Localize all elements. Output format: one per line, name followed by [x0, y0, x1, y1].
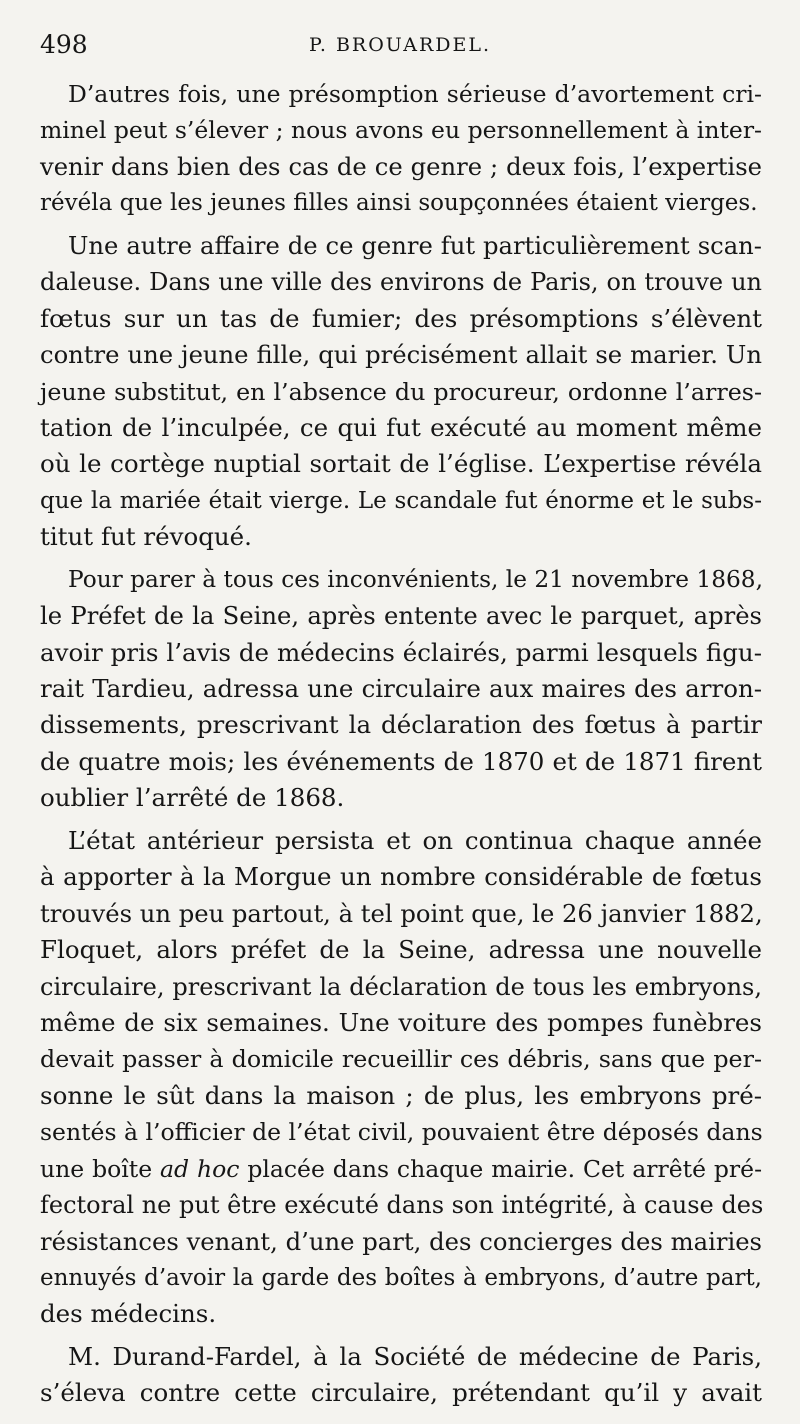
- text-line: résistances venant, d’une part, des concierges des mairies: [40, 1226, 762, 1256]
- running-title: P. BROUARDEL.: [308, 34, 492, 56]
- text-line: avoir pris l’avis de médecins éclairés, parmi lesquels figu-: [40, 637, 762, 667]
- paragraph: [40, 76, 762, 222]
- text-line: minel peut s’élever ; nous avons eu personnellement à inter-: [40, 116, 762, 145]
- paragraph: [40, 1339, 762, 1412]
- text-line: circulaire, prescrivant la déclaration de tous les embryons,: [40, 972, 762, 1001]
- text-line: fœtus sur un tas de fumier; des présomptions s’élèvent: [40, 303, 762, 333]
- italic-latin-phrase: ad hoc: [160, 1154, 240, 1183]
- text-line: oublier l’arrêté de 1868.: [40, 783, 345, 813]
- body-text: [40, 76, 762, 1412]
- text-line: tation de l’inculpée, ce qui fut exécuté au moment même: [40, 412, 762, 442]
- text-line: Floquet, alors préfet de la Seine, adressa une nouvelle: [40, 935, 762, 965]
- text-line: rait Tardieu, adressa une circulaire aux maires des arron-: [40, 674, 762, 703]
- page-header: [40, 30, 760, 70]
- text-line: sonne le sût dans la maison ; de plus, les embryons pré-: [40, 1080, 762, 1110]
- text-line: fectoral ne put être exécuté dans son intégrité, à cause des: [40, 1191, 764, 1220]
- text-line: sentés à l’officier de l’état civil, pouvaient être déposés dans: [40, 1118, 763, 1147]
- text-line: où le cortège nuptial sortait de l’église. L’expertise révéla: [40, 449, 762, 479]
- text-line: s’éleva contre cette circulaire, prétendant qu’il y avait: [40, 1378, 762, 1408]
- text-line: jeune substitut, en l’absence du procureur, ordonne l’arres-: [40, 377, 762, 406]
- text-line: une boîte ad hoc placée dans chaque mairie. Cet arrêté pré-: [40, 1154, 763, 1183]
- text-line: des médecins.: [40, 1299, 217, 1329]
- text-line: révéla que les jeunes filles ainsi soupçonnées étaient vierges.: [40, 190, 758, 217]
- text-line: contre une jeune fille, qui précisément allait se marier. Un: [40, 340, 762, 370]
- text-line: daleuse. Dans une ville des environs de Paris, on trouve un: [40, 268, 762, 297]
- text-line: à apporter à la Morgue un nombre considérable de fœtus: [40, 862, 762, 892]
- text-line: Une autre affaire de ce genre fut particulièrement scan-: [68, 230, 762, 260]
- text-line: même de six semaines. Une voiture des pompes funèbres: [40, 1007, 762, 1037]
- text-line: ennuyés d’avoir la garde des boîtes à embryons, d’autre part,: [40, 1265, 762, 1291]
- text-line: que la mariée était vierge. Le scandale fut énorme et le subs-: [40, 487, 762, 514]
- text-line: D’autres fois, une présomption sérieuse d’avortement cri-: [68, 80, 762, 108]
- text-line: titut fut révoqué.: [40, 522, 252, 552]
- text-line: M. Durand-Fardel, à la Société de médecine de Paris,: [68, 1341, 762, 1371]
- paragraph: [40, 562, 762, 817]
- page-number: 498: [40, 30, 88, 59]
- text-line: Pour parer à tous ces inconvénients, le 21 novembre 1868,: [68, 565, 763, 593]
- text-line: L’état antérieur persista et on continua chaque année: [68, 825, 762, 855]
- text-line: venir dans bien des cas de ce genre ; deux fois, l’expertise: [40, 151, 762, 181]
- paragraph: [40, 823, 762, 1333]
- text-line: trouvés un peu partout, à tel point que, le 26 janvier 1882,: [40, 898, 763, 928]
- text-line: dissements, prescrivant la déclaration des fœtus à partir: [40, 710, 762, 740]
- text-line: le Préfet de la Seine, après entente avec le parquet, après: [40, 601, 762, 631]
- paragraph: [40, 228, 762, 556]
- text-line: de quatre mois; les événements de 1870 et de 1871 firent: [40, 746, 762, 776]
- text-line: devait passer à domicile recueillir ces débris, sans que per-: [40, 1045, 762, 1074]
